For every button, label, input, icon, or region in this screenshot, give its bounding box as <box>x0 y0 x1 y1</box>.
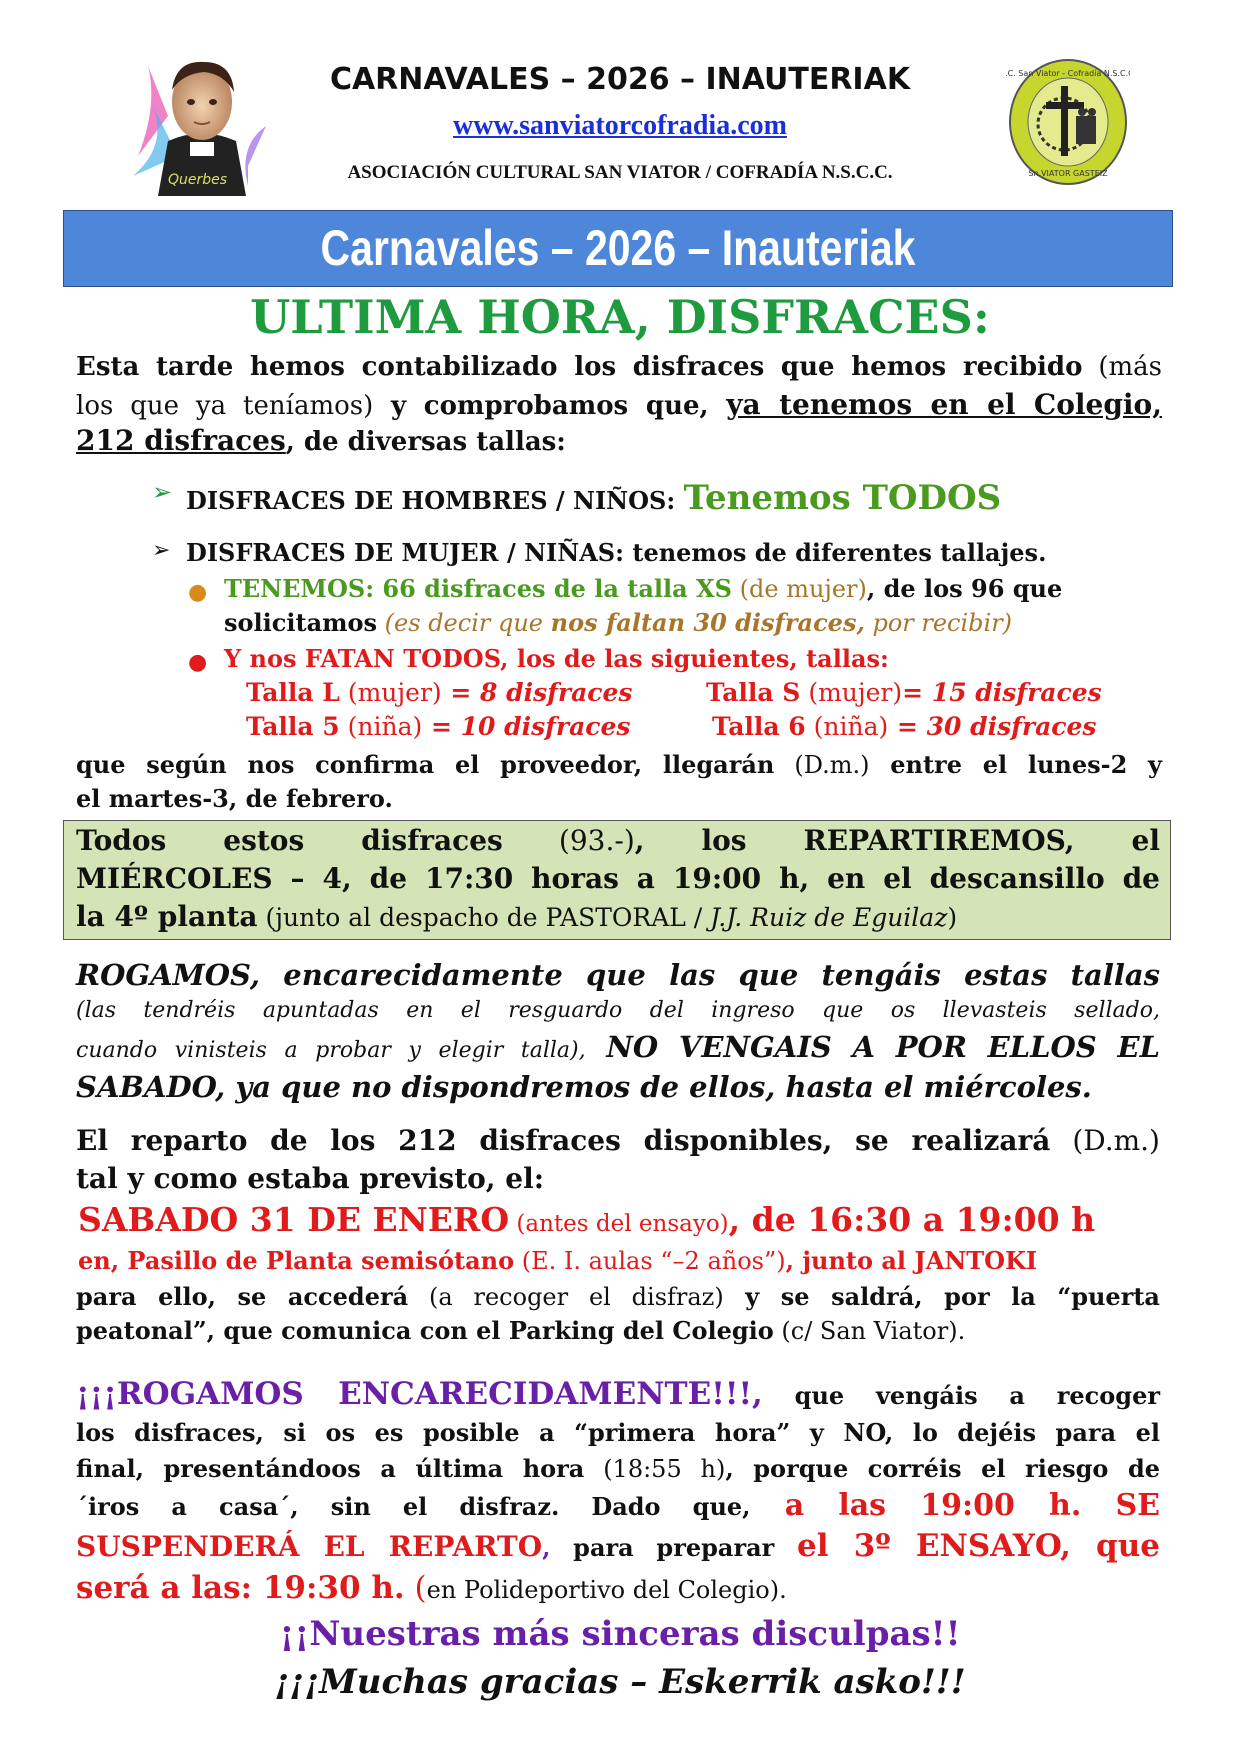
banner-title: Carnavales – 2026 – Inauteriak <box>320 220 916 276</box>
size-5: Talla 5 (niña) = 10 disfraces <box>246 712 631 741</box>
box-line-1: Todos estos disfraces (93.-), los REPARTIREMOS, el <box>76 824 1160 857</box>
missing-line: Y nos FATAN TODOS, los de las siguientes, tallas: <box>224 644 889 673</box>
closing-line-2: los disfraces, si os es posible a “primera hora” y NO, lo dejéis para el <box>76 1418 1160 1447</box>
supplier-line-1: que según nos confirma el proveedor, llegarán (D.m.) entre el lunes-2 y <box>76 750 1162 779</box>
reparto-access-2: peatonal”, que comunica con el Parking del Colegio (c/ San Viator). <box>76 1316 966 1345</box>
dot-bullet-icon: ● <box>188 580 208 605</box>
reparto-line-2: tal y como estaba previsto, el: <box>76 1162 545 1195</box>
closing-line-1: ¡¡¡ROGAMOS ENCARECIDAMENTE!!!, que vengáis a recoger <box>76 1376 1160 1412</box>
apology: ¡¡Nuestras más sinceras disculpas!! <box>279 1614 961 1654</box>
men-item: DISFRACES DE HOMBRES / NIÑOS: Tenemos TODOS <box>186 478 1002 518</box>
intro-line-1: Esta tarde hemos contabilizado los disfraces que hemos recibido (más <box>76 352 1162 382</box>
size-l: Talla L (mujer) = 8 disfraces <box>246 678 633 707</box>
rogamos-line-3: cuando vinisteis a probar y elegir talla), NO VENGAIS A POR ELLOS EL <box>76 1030 1160 1064</box>
reparto-place: en, Pasillo de Planta semisótano (E. I. aulas “–2 años”), junto al JANTOKI <box>78 1246 1038 1275</box>
box-line-3: la 4º planta (junto al despacho de PASTORAL / J.J. Ruiz de Eguilaz) <box>76 900 958 933</box>
xs-line-2: solicitamos (es decir que nos faltan 30 disfraces, por recibir) <box>224 608 1013 637</box>
headline: ULTIMA HORA, DISFRACES: <box>250 290 990 344</box>
rogamos-line-4: SABADO, ya que no dispondremos de ellos, hasta el miércoles. <box>76 1070 1092 1104</box>
arrow-bullet-icon: ➢ <box>152 478 173 506</box>
seal-bottom-text: Sn.VIATOR GASTEIZ <box>1028 169 1108 178</box>
intro-line-3: 212 disfraces, de diversas tallas: <box>76 424 566 457</box>
association-name: ASOCIACIÓN CULTURAL SAN VIATOR / COFRADÍA N.S.C.C. <box>347 162 893 183</box>
closing-line-6: será a las: 19:30 h. (en Polideportivo del Colegio). <box>76 1570 787 1606</box>
supplier-line-2: el martes-3, de febrero. <box>76 784 393 813</box>
dot-bullet-icon: ● <box>188 650 208 675</box>
closing-line-4: ´iros a casa´, sin el disfraz. Dado que, a las 19:00 h. SE <box>76 1488 1160 1523</box>
reparto-date: SABADO 31 DE ENERO (antes del ensayo), de 16:30 a 19:00 h <box>78 1200 1096 1239</box>
arrow-bullet-icon: ➢ <box>152 538 171 563</box>
title-banner <box>63 210 1173 287</box>
website-link[interactable]: www.sanviatorcofradia.com <box>453 110 787 141</box>
box-line-2: MIÉRCOLES – 4, de 17:30 horas a 19:00 h, en el descansillo de <box>76 862 1160 895</box>
women-item: DISFRACES DE MUJER / NIÑAS: tenemos de diferentes tallajes. <box>186 538 1047 567</box>
closing-line-5: SUSPENDERÁ EL REPARTO, para preparar el 3º ENSAYO, que <box>76 1528 1160 1564</box>
reparto-access-1: para ello, se accederá (a recoger el disfraz) y se saldrá, por la “puerta <box>76 1282 1160 1311</box>
svg-text:Querbes: Querbes <box>168 172 228 188</box>
xs-line-1: TENEMOS: 66 disfraces de la talla XS (de mujer), de los 96 que <box>224 574 1063 603</box>
men-bullet <box>152 478 172 506</box>
size-s: Talla S (mujer)= 15 disfraces <box>706 678 1102 707</box>
rogamos-line-1: ROGAMOS, encarecidamente que las que tengáis estas tallas <box>76 958 1160 992</box>
size-6: Talla 6 (niña) = 30 disfraces <box>712 712 1097 741</box>
rogamos-line-2: (las tendréis apuntadas en el resguardo del ingreso que os llevasteis sellado, <box>76 998 1160 1023</box>
thanks: ¡¡¡Muchas gracias – Eskerrik asko!!! <box>274 1662 966 1702</box>
header-title: CARNAVALES – 2026 – INAUTERIAK <box>329 62 911 97</box>
intro-line-2: los que ya teníamos) y comprobamos que, ya tenemos en el Colegio, <box>76 388 1162 421</box>
seal-top-text: A.C. San Viator - Cofradía N.S.C.C. <box>1006 69 1130 78</box>
women-bullet <box>152 538 170 563</box>
reparto-line-1: El reparto de los 212 disfraces disponibles, se realizará (D.m.) <box>76 1124 1160 1157</box>
closing-line-3: final, presentándoos a última hora (18:55 h), porque corréis el riesgo de <box>76 1454 1160 1483</box>
